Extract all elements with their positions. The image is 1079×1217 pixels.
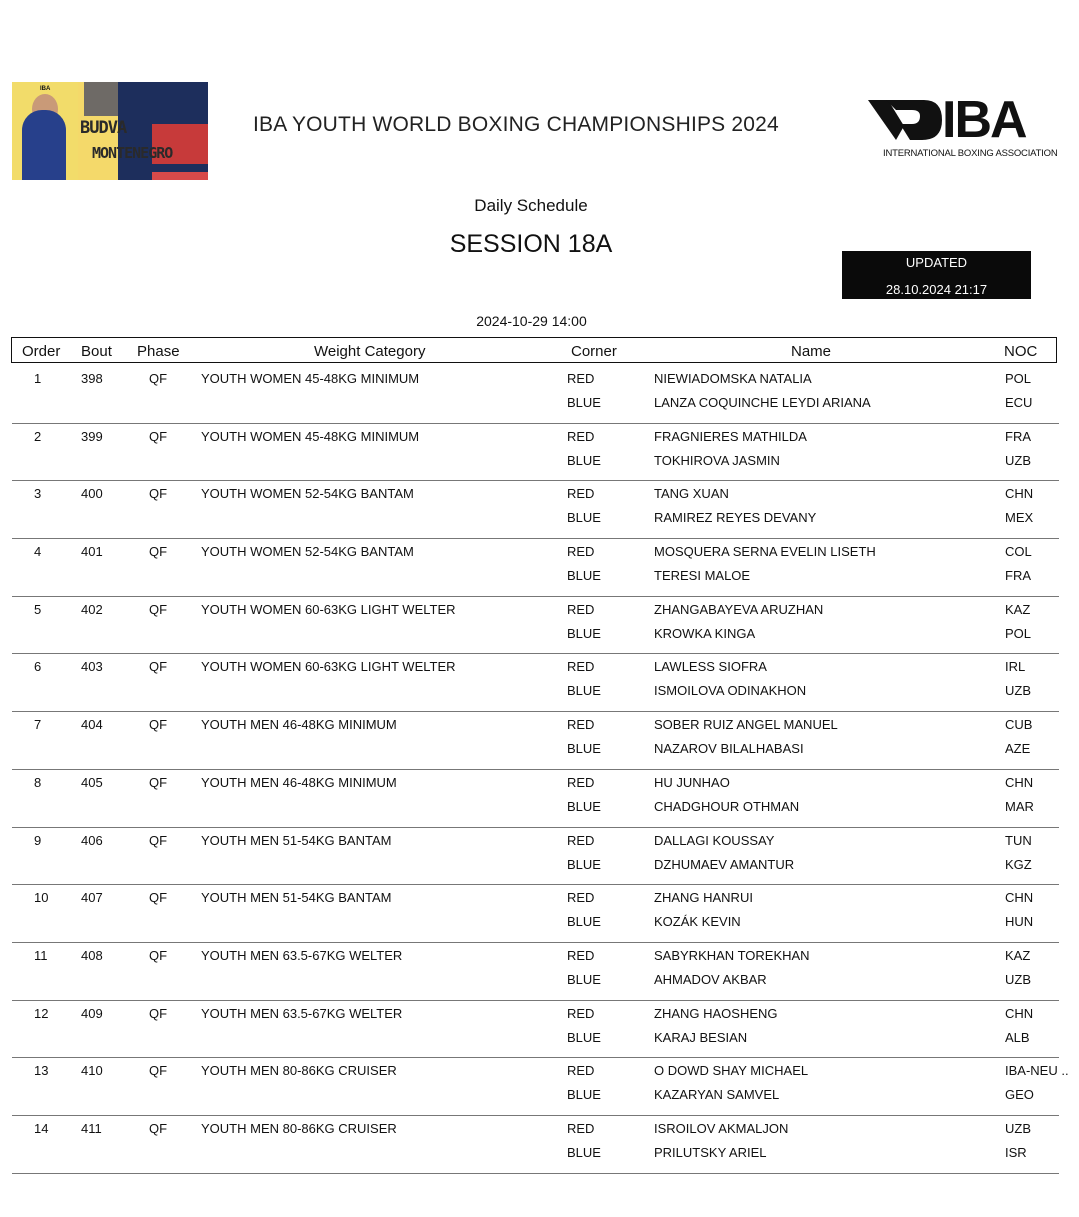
cell-red-noc: CHN: [1005, 890, 1034, 906]
cell-blue-corner: BLUE: [567, 856, 601, 872]
cell-phase: QF: [149, 717, 168, 733]
cell-weight: YOUTH MEN 51-54KG BANTAM: [201, 890, 392, 906]
cell-phase: QF: [149, 1120, 168, 1136]
cell-bout: 406: [81, 832, 103, 848]
cell-blue-corner: BLUE: [567, 798, 601, 814]
cell-weight: YOUTH MEN 80-86KG CRUISER: [201, 1063, 397, 1079]
cell-red-corner: RED: [567, 544, 595, 560]
cell-red-corner: RED: [567, 1063, 595, 1079]
table-row: [12, 1001, 1059, 1059]
cell-bout: 399: [81, 428, 103, 444]
cell-red-corner: RED: [567, 717, 595, 733]
boxer-figure: [22, 110, 66, 180]
cell-red-corner: RED: [567, 890, 595, 906]
cell-weight: YOUTH MEN 46-48KG MINIMUM: [201, 774, 397, 790]
cell-blue-noc: FRA: [1005, 568, 1031, 584]
cell-weight: YOUTH MEN 63.5-67KG WELTER: [201, 1005, 403, 1021]
cell-red-noc: KAZ: [1005, 601, 1031, 617]
session-datetime: 2024-10-29 14:00: [476, 313, 587, 329]
col-order: Order: [22, 343, 61, 360]
cell-blue-corner: BLUE: [567, 625, 601, 641]
cell-blue-name: RAMIREZ REYES DEVANY: [654, 510, 817, 526]
cell-blue-corner: BLUE: [567, 395, 601, 410]
cell-red-corner: RED: [567, 832, 595, 848]
schedule-table-body: [12, 366, 1069, 1174]
cell-red-name: ZHANG HAOSHENG: [654, 1005, 778, 1021]
cell-blue-name: ISMOILOVA ODINAKHON: [654, 683, 807, 699]
iba-logo-subtitle: INTERNATIONAL BOXING ASSOCIATION: [883, 148, 1058, 159]
cell-red-name: SABYRKHAN TOREKHAN: [654, 947, 810, 963]
cell-bout: 398: [81, 371, 103, 386]
cell-phase: QF: [149, 544, 168, 560]
cell-bout: 408: [81, 947, 103, 963]
cell-bout: 409: [81, 1005, 103, 1021]
poster-stripe: [152, 172, 208, 180]
cell-weight: YOUTH WOMEN 52-54KG BANTAM: [201, 544, 414, 560]
cell-red-name: HU JUNHAO: [654, 774, 730, 790]
col-phase: Phase: [137, 343, 180, 360]
cell-phase: QF: [149, 774, 168, 790]
cell-blue-corner: BLUE: [567, 1144, 601, 1160]
cell-blue-noc: GEO: [1005, 1087, 1034, 1103]
cell-phase: QF: [149, 890, 168, 906]
cell-weight: YOUTH MEN 51-54KG BANTAM: [201, 832, 392, 848]
cell-blue-name: NAZAROV BILALHABASI: [654, 741, 804, 757]
cell-blue-name: TERESI MALOE: [654, 568, 751, 584]
cell-blue-noc: ALB: [1005, 1029, 1030, 1045]
cell-phase: QF: [149, 601, 168, 617]
cell-weight: YOUTH MEN 46-48KG MINIMUM: [201, 717, 397, 733]
cell-red-name: MOSQUERA SERNA EVELIN LISETH: [654, 544, 876, 560]
cell-blue-corner: BLUE: [567, 568, 601, 584]
cell-red-noc: FRA: [1005, 428, 1031, 444]
cell-phase: QF: [149, 486, 168, 502]
table-row: [12, 828, 1059, 886]
cell-red-corner: RED: [567, 659, 595, 675]
poster-iba-mini-logo: IBA: [40, 86, 51, 92]
cell-phase: QF: [149, 1063, 168, 1079]
cell-red-corner: RED: [567, 1120, 595, 1136]
cell-blue-noc: MEX: [1005, 510, 1034, 526]
cell-blue-name: DZHUMAEV AMANTUR: [654, 856, 795, 872]
cell-blue-corner: BLUE: [567, 971, 601, 987]
cell-order: 9: [34, 832, 42, 848]
cell-order: 10: [34, 890, 49, 906]
table-row: [12, 1058, 1069, 1116]
cell-blue-noc: UZB: [1005, 683, 1031, 699]
table-row: [12, 539, 1059, 597]
cell-red-noc: COL: [1005, 544, 1032, 560]
cell-red-noc: POL: [1005, 371, 1032, 386]
cell-blue-name: AHMADOV AKBAR: [654, 971, 767, 987]
cell-red-noc: UZB: [1005, 1120, 1031, 1136]
cell-weight: YOUTH MEN 63.5-67KG WELTER: [201, 947, 403, 963]
cell-weight: YOUTH WOMEN 52-54KG BANTAM: [201, 486, 414, 502]
cell-order: 8: [34, 774, 42, 790]
table-row: [12, 770, 1059, 828]
cell-blue-noc: ISR: [1005, 1144, 1027, 1160]
cell-red-noc: KAZ: [1005, 947, 1031, 963]
cell-red-name: ISROILOV AKMALJON: [654, 1120, 789, 1136]
cell-red-name: SOBER RUIZ ANGEL MANUEL: [654, 717, 838, 733]
cell-red-corner: RED: [567, 1005, 595, 1021]
schedule-label: Daily Schedule: [474, 196, 588, 215]
cell-red-noc: CHN: [1005, 774, 1034, 790]
cell-blue-name: KROWKA KINGA: [654, 625, 756, 641]
cell-red-name: O DOWD SHAY MICHAEL: [654, 1063, 809, 1079]
cell-order: 11: [34, 947, 48, 963]
cell-red-corner: RED: [567, 486, 595, 502]
cell-order: 5: [34, 601, 42, 617]
cell-red-corner: RED: [567, 601, 595, 617]
cell-red-corner: RED: [567, 428, 595, 444]
table-row: [12, 712, 1059, 770]
cell-weight: YOUTH WOMEN 45-48KG MINIMUM: [201, 371, 420, 386]
cell-red-name: TANG XUAN: [654, 486, 729, 502]
cell-red-noc: IRL: [1005, 659, 1026, 675]
poster-photo: [84, 82, 118, 116]
updated-box: [842, 251, 1031, 299]
iba-glove-icon: [866, 96, 944, 146]
cell-blue-noc: UZB: [1005, 452, 1031, 468]
cell-weight: YOUTH MEN 80-86KG CRUISER: [201, 1120, 397, 1136]
cell-blue-noc: MAR: [1005, 798, 1034, 814]
table-row: [12, 885, 1059, 943]
cell-red-name: DALLAGI KOUSSAY: [654, 832, 775, 848]
poster-montenegro-text: MONTENEGRO: [92, 144, 173, 162]
cell-phase: QF: [149, 659, 168, 675]
table-row: [12, 654, 1059, 712]
cell-red-name: LAWLESS SIOFRA: [654, 659, 767, 675]
table-row: [12, 597, 1059, 655]
cell-bout: 407: [81, 890, 103, 906]
col-name: Name: [791, 343, 832, 360]
cell-blue-name: KAZARYAN SAMVEL: [654, 1087, 780, 1103]
cell-blue-noc: UZB: [1005, 971, 1031, 987]
cell-red-noc: TUN: [1005, 832, 1032, 848]
table-header: [11, 337, 1057, 363]
table-row: [12, 366, 1059, 424]
cell-weight: YOUTH WOMEN 45-48KG MINIMUM: [201, 428, 420, 444]
cell-weight: YOUTH WOMEN 60-63KG LIGHT WELTER: [201, 601, 456, 617]
cell-red-noc: CUB: [1005, 717, 1033, 733]
cell-order: 2: [34, 428, 42, 444]
cell-bout: 404: [81, 717, 103, 733]
cell-order: 1: [34, 371, 42, 386]
cell-bout: 411: [81, 1120, 102, 1136]
cell-red-noc: CHN: [1005, 1005, 1034, 1021]
col-corner: Corner: [571, 343, 617, 360]
cell-blue-name: TOKHIROVA JASMIN: [654, 452, 780, 468]
cell-order: 14: [34, 1120, 49, 1136]
cell-red-name: NIEWIADOMSKA NATALIA: [654, 371, 812, 386]
cell-blue-name: PRILUTSKY ARIEL: [654, 1144, 767, 1160]
cell-order: 3: [34, 486, 42, 502]
cell-blue-noc: HUN: [1005, 914, 1034, 930]
cell-red-name: FRAGNIERES MATHILDA: [654, 428, 807, 444]
cell-phase: QF: [149, 428, 168, 444]
cell-order: 13: [34, 1063, 49, 1079]
cell-order: 4: [34, 544, 42, 560]
poster-budva-text: BUDVA: [80, 118, 127, 138]
cell-red-noc: IBA-NEU ..: [1005, 1063, 1069, 1079]
cell-blue-corner: BLUE: [567, 683, 601, 699]
cell-blue-name: CHADGHOUR OTHMAN: [654, 798, 800, 814]
cell-red-noc: CHN: [1005, 486, 1034, 502]
cell-blue-noc: KGZ: [1005, 856, 1032, 872]
cell-blue-noc: ECU: [1005, 395, 1033, 410]
cell-bout: 402: [81, 601, 103, 617]
cell-red-corner: RED: [567, 947, 595, 963]
page-title: IBA YOUTH WORLD BOXING CHAMPIONSHIPS 2024: [253, 113, 779, 136]
cell-blue-corner: BLUE: [567, 1029, 601, 1045]
table-row: [12, 943, 1059, 1001]
cell-order: 12: [34, 1005, 49, 1021]
updated-timestamp: 28.10.2024 21:17: [885, 282, 988, 297]
cell-red-name: ZHANG HANRUI: [654, 890, 753, 906]
cell-red-corner: RED: [567, 774, 595, 790]
cell-bout: 410: [81, 1063, 103, 1079]
cell-blue-name: KARAJ BESIAN: [654, 1029, 748, 1045]
cell-bout: 401: [81, 544, 103, 560]
cell-weight: YOUTH WOMEN 60-63KG LIGHT WELTER: [201, 659, 456, 675]
cell-red-name: ZHANGABAYEVA ARUZHAN: [654, 601, 824, 617]
cell-blue-corner: BLUE: [567, 510, 601, 526]
cell-bout: 400: [81, 486, 103, 502]
iba-logo-text: IBA: [942, 91, 1026, 149]
cell-bout: 403: [81, 659, 103, 675]
cell-blue-corner: BLUE: [567, 741, 601, 757]
cell-red-corner: RED: [567, 371, 595, 386]
cell-phase: QF: [149, 947, 168, 963]
table-row: [12, 1116, 1059, 1174]
cell-blue-noc: POL: [1005, 625, 1032, 641]
iba-logo: [866, 91, 1061, 162]
cell-phase: QF: [149, 1005, 168, 1021]
table-row: [12, 481, 1059, 539]
cell-phase: QF: [149, 832, 168, 848]
cell-phase: QF: [149, 371, 168, 386]
cell-blue-name: LANZA COQUINCHE LEYDI ARIANA: [654, 395, 871, 410]
cell-blue-noc: AZE: [1005, 741, 1031, 757]
col-weight-category: Weight Category: [314, 343, 426, 360]
table-row: [12, 424, 1059, 482]
cell-order: 7: [34, 717, 42, 733]
col-noc: NOC: [1004, 343, 1038, 360]
cell-blue-name: KOZÁK KEVIN: [654, 914, 741, 930]
cell-blue-corner: BLUE: [567, 914, 601, 930]
session-title: SESSION 18A: [449, 230, 613, 258]
cell-order: 6: [34, 659, 42, 675]
event-poster: [12, 82, 208, 180]
cell-blue-corner: BLUE: [567, 452, 601, 468]
col-bout: Bout: [81, 343, 112, 360]
cell-bout: 405: [81, 774, 103, 790]
cell-blue-corner: BLUE: [567, 1087, 601, 1103]
updated-label: UPDATED: [905, 255, 968, 270]
